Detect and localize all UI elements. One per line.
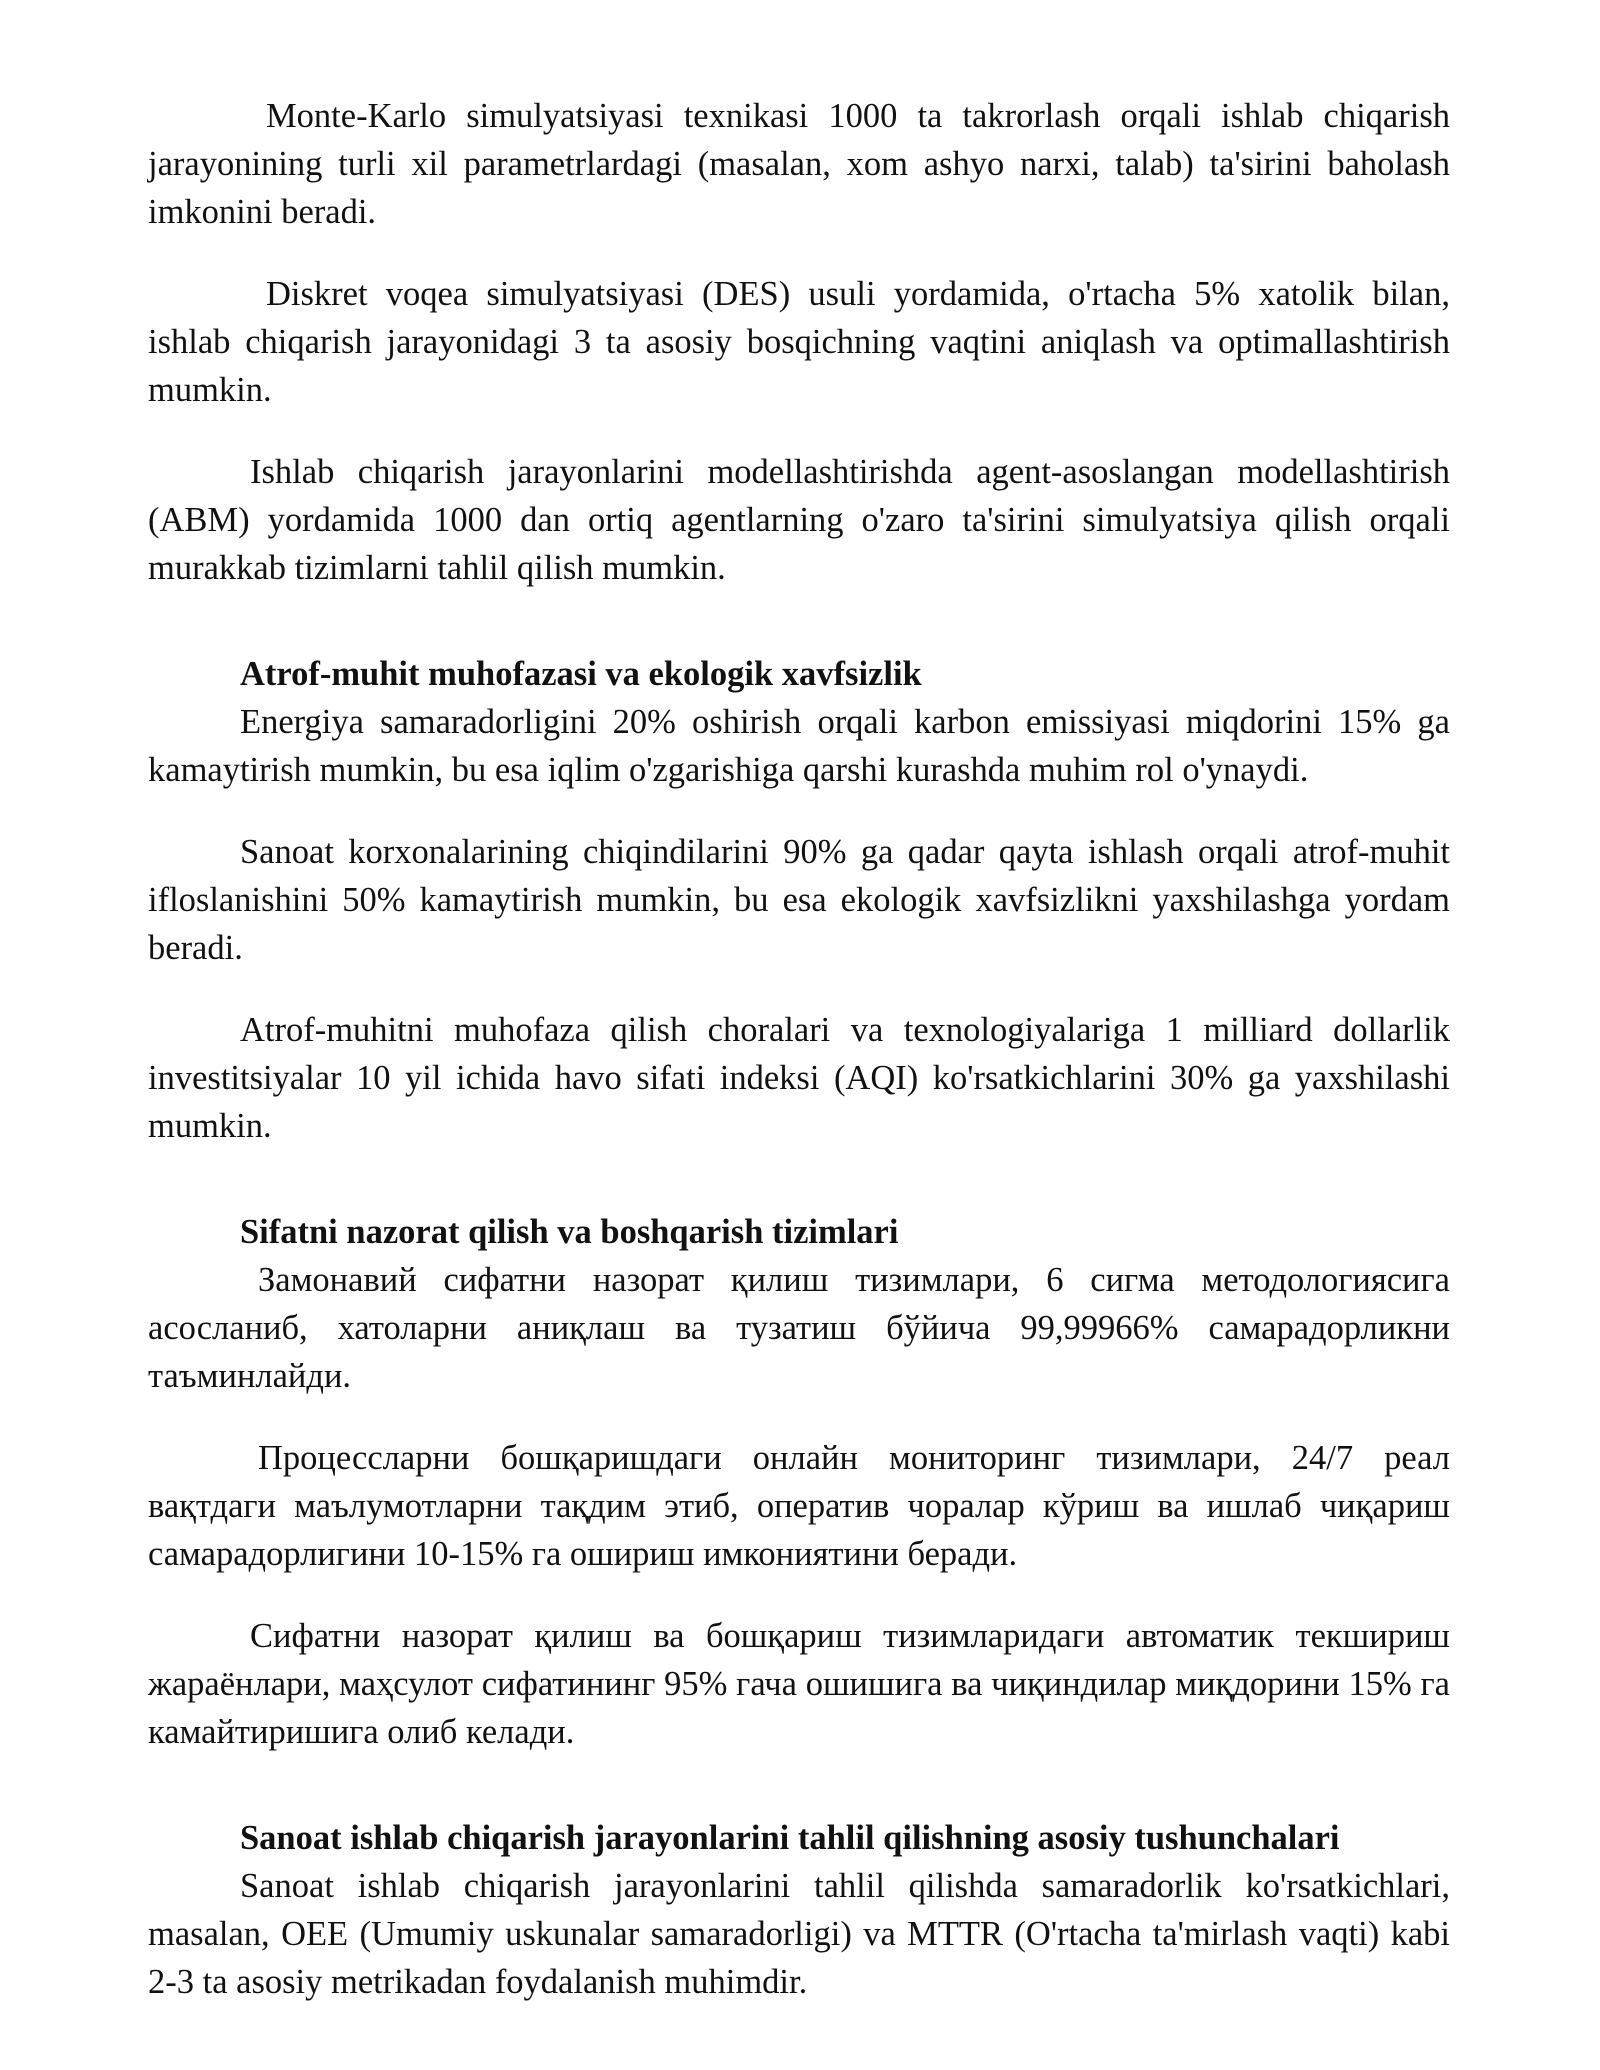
paragraph-discrete-event: Diskret voqea simulyatsiyasi (DES) usuli yordamida, o'rtacha 5% xatolik bilan, ishlab chiqarish jarayonidagi 3 ta asosiy bosqichning vaqtini aniqlash va optimallashtirish mumkin.	[148, 275, 1450, 409]
heading-environment: Atrof-muhit muhofazasi va ekologik xavfsizlik	[240, 655, 922, 693]
paragraph-monte-carlo: Monte-Karlo simulyatsiyasi texnikasi 1000 ta takrorlash orqali ishlab chiqarish jarayonining turli xil parametrlardagi (masalan, xom ashyo narxi, talab) ta'sirini baholash imkonini beradi.	[148, 97, 1450, 231]
paragraph-automatic-inspection: Сифатни назорат қилиш ва бошқариш тизимларидаги автоматик текшириш жараёнлари, маҳсулот сифатининг 95% гача ошишига ва чиқиндилар миқдорини 15% га камайтиришига олиб келади.	[148, 1617, 1450, 1751]
paragraph-oee-mttr: Sanoat ishlab chiqarish jarayonlarini tahlil qilishda samaradorlik ko'rsatkichlari, masalan, OEE (Umumiy uskunalar samaradorligi) va MTTR (O'rtacha ta'mirlash vaqti) kabi 2-3 ta asosiy metrikadan foydalanish muhimdir.	[148, 1867, 1450, 2001]
heading-quality: Sifatni nazorat qilish va boshqarish tizimlari	[240, 1213, 899, 1251]
paragraph-six-sigma: Замонавий сифатни назорат қилиш тизимлари, 6 сигма методологиясига асосланиб, хатоларни аниқлаш ва тузатиш бўйича 99,99966% самарадорликни таъминлайди.	[148, 1261, 1450, 1395]
paragraph-energy-efficiency: Energiya samaradorligini 20% oshirish orqali karbon emissiyasi miqdorini 15% ga kamaytirish mumkin, bu esa iqlim o'zgarishiga qarshi kurashda muhim rol o'ynaydi.	[148, 703, 1450, 789]
paragraph-online-monitoring: Процессларни бошқаришдаги онлайн мониторинг тизимлари, 24/7 реал вақтдаги маълумотларни тақдим этиб, оператив чоралар кўриш ва ишлаб чиқариш самарадорлигини 10-15% га ошириш имкониятини беради.	[148, 1439, 1450, 1573]
paragraph-environment-investment: Atrof-muhitni muhofaza qilish choralari va texnologiyalariga 1 milliard dollarlik investitsiyalar 10 yil ichida havo sifati indeksi (AQI) ko'rsatkichlarini 30% ga yaxshilashi mumkin.	[148, 1011, 1450, 1145]
paragraph-agent-based: Ishlab chiqarish jarayonlarini modellashtirishda agent-asoslangan modellashtirish (ABM) yordamida 1000 dan ortiq agentlarning o'zaro ta'sirini simulyatsiya qilish orqali murakkab tizimlarni tahlil qilish mumkin.	[148, 453, 1450, 587]
heading-analysis: Sanoat ishlab chiqarish jarayonlarini tahlil qilishning asosiy tushunchalari	[240, 1819, 1340, 1857]
document-page	[148, 92, 1450, 2006]
paragraph-waste-recycling: Sanoat korxonalarining chiqindilarini 90% ga qadar qayta ishlash orqali atrof-muhit ifloslanishini 50% kamaytirish mumkin, bu esa ekologik xavfsizlikni yaxshilashga yordam beradi.	[148, 833, 1450, 967]
